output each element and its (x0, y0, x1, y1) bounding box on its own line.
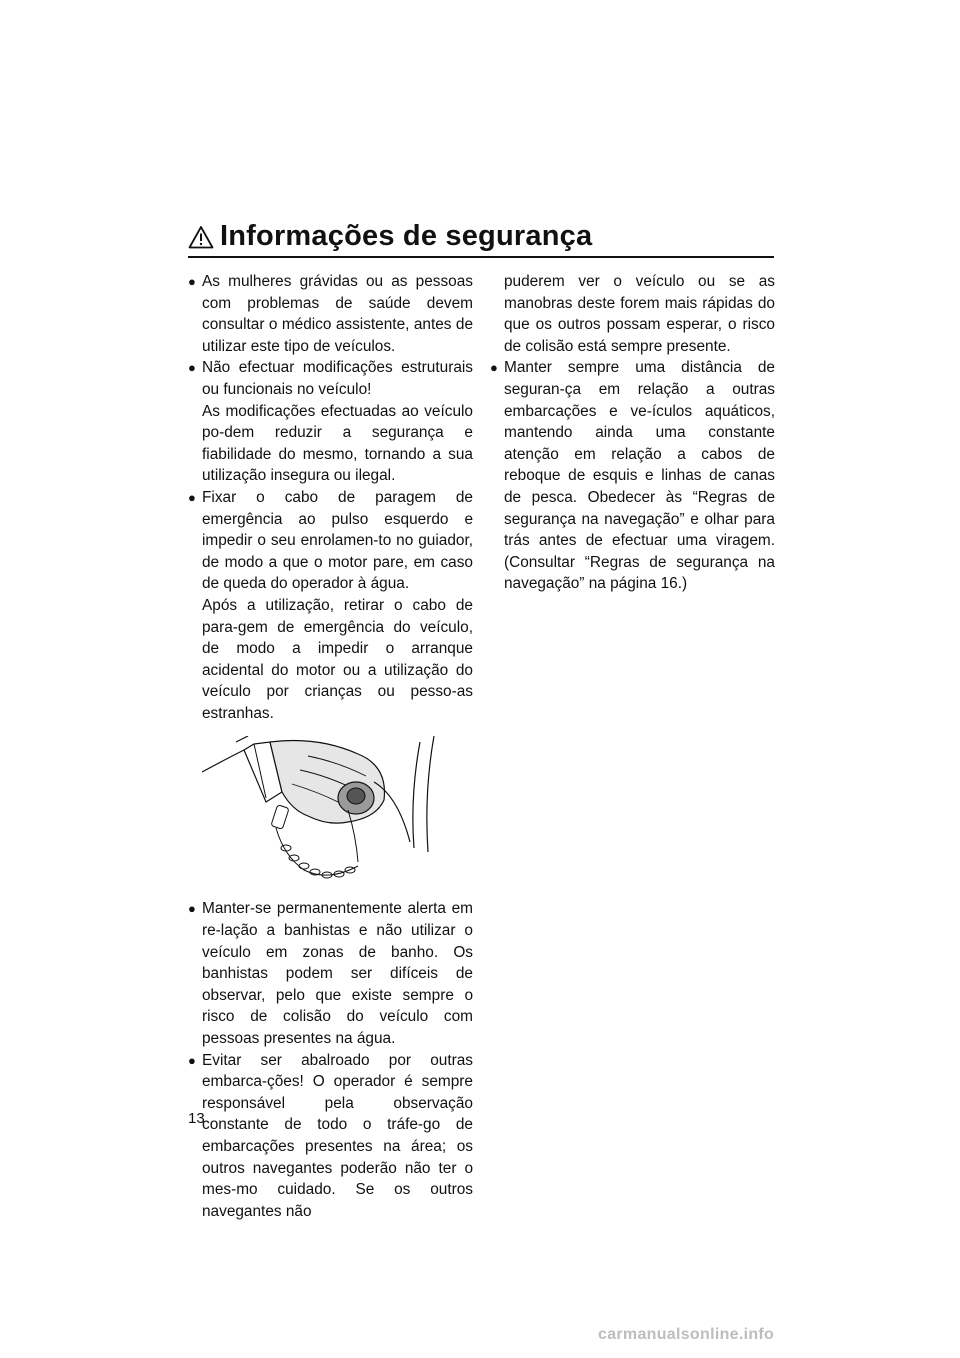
header-rule (188, 256, 774, 258)
bullet-item (188, 898, 473, 1049)
bullet-dot: ● (188, 274, 196, 289)
bullet-dot: ● (188, 360, 196, 376)
bullet-dot: ● (188, 1052, 196, 1068)
bullet-continuation: puderem ver o veículo ou se as manobras deste forem mais rápidas do que os outros possam esperar, o risco de colisão está sempre presente. (504, 273, 775, 355)
bullet-text: Fixar o cabo de paragem de emergência ao pulso esquerdo e impedir o seu enrolamen-to no guiador, de modo a que o motor pare, em caso de queda do operador à água. (202, 488, 473, 593)
bullet-item (188, 357, 473, 400)
bullet-dot: ● (490, 360, 498, 376)
bullet-text: Manter sempre uma distância de seguran-ça em relação a outras embarcações e ve-ículos aquáticos, mantendo ainda uma constante atenção em relação a cabos de reboque de esquis e linhas de canas de pesca. Obedecer às “Regras de segurança na navegação” e olhar para trás antes de efectuar uma viragem. (Consultar “Regras de segurança na navegação” na página 16.) (504, 359, 775, 593)
bullet-item (188, 1050, 473, 1223)
page-header (188, 222, 774, 256)
bullet-dot: ● (188, 489, 196, 505)
page-title: Informações de segurança (220, 220, 593, 252)
left-column (188, 271, 473, 1222)
bullet-text: As mulheres grávidas ou as pessoas com problemas de saúde devem consultar o médico assistente, antes de utilizar este tipo de veículos. (202, 273, 473, 355)
warning-triangle-icon (188, 225, 214, 249)
lanyard-illustration (188, 736, 473, 884)
bullet-continuation: Após a utilização, retirar o cabo de para-gem de emergência do veículo, de modo a impedir o arranque acidental do motor ou a utilização do veículo por crianças ou pesso-as estranhas. (202, 596, 473, 722)
gloved-hand-lanyard-icon (188, 736, 473, 884)
bullet-text: Evitar ser abalroado por outras embarca-ções! O operador é sempre responsável pela observação constante de todo o tráfe-go de embarcações presentes na área; os outros navegantes poderão não ter o mes-mo cuidado. Se os outros navegantes não (202, 1051, 473, 1220)
bullet-text: Manter-se permanentemente alerta em re-lação a banhistas e não utilizar o veículo em zonas de banho. Os banhistas podem ser difíceis de observar, pelo que existe sempre o risco de colisão do veículo com pessoas presentes na água. (202, 900, 473, 1048)
right-column (490, 271, 775, 595)
bullet-text: Não efectuar modificações estruturais ou funcionais no veículo! (202, 359, 473, 398)
bullet-dot: ● (188, 901, 196, 917)
bullet-continuation: As modificações efectuadas ao veículo po-dem reduzir a segurança e fiabilidade do mesmo, tornando a sua utilização insegura ou ilegal. (202, 402, 473, 485)
bullet-item (188, 271, 473, 357)
page-number: 13 (188, 1110, 205, 1127)
watermark: carmanualsonline.info (598, 1326, 775, 1343)
bullet-item (188, 487, 473, 595)
bullet-item (490, 357, 775, 595)
